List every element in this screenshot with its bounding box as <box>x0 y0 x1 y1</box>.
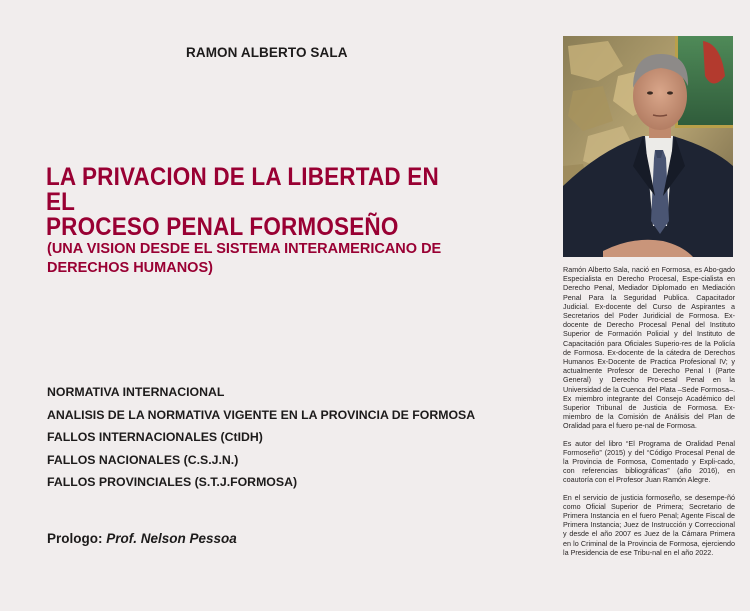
topic-item: FALLOS NACIONALES (C.S.J.N.) <box>47 452 239 467</box>
topic-item: FALLOS PROVINCIALES (S.T.J.FORMOSA) <box>47 475 298 489</box>
book-title <box>46 165 469 240</box>
topic-item: NORMATIVA INTERNACIONAL <box>47 385 225 399</box>
portrait-image <box>563 36 733 257</box>
topic-item: ANALISIS DE LA NORMATIVA VIGENTE EN LA PROVINCIA DE FORMOSA <box>47 407 476 422</box>
author-bio <box>563 265 735 565</box>
author-name: RAMON ALBERTO SALA <box>186 45 348 60</box>
prologue-author: Prof. Nelson Pessoa <box>106 531 237 546</box>
author-photo <box>563 36 733 257</box>
book-title-line-2: PROCESO PENAL FORMOSEÑO <box>46 213 399 241</box>
prologue <box>47 531 237 546</box>
topics-list <box>47 381 475 494</box>
bio-paragraph: En el servicio de justicia formoseño, se desempe-ñó como Oficial Superior de Primera; Secretario de Primera Instancia en el fuero Penal; Agente Fiscal de Primera Instancia; Juez de Instrucción y Correccional y desde el año 2007 es Juez de la Cámara Primera en lo Criminal de la Provincia de Formosa, ejerciendo la Presidencia de ese Tribu-nal en el año 2022. <box>563 492 735 557</box>
book-subtitle-line-1: (UNA VISION DESDE EL SISTEMA INTERAMERICANO DE <box>47 241 442 257</box>
book-subtitle <box>47 240 527 278</box>
book-subtitle-line-2: DERECHOS HUMANOS) <box>47 260 213 276</box>
bio-paragraph: Ramón Alberto Sala, nació en Formosa, es Abo-gado Especialista en Derecho Procesal, Espe-cialista en Derecho Penal, Mediador Diplomado en Mediación Penal Para la Seguridad Publica. Capacitador Judicial. Ex-docente del Curso de Aspirantes a Secretarios del Poder Juridicial de Formosa. Ex-docente de Derecho Procesal Penal del Instituto Superior de Formación Policial y del Instituto de Capacitación para Oficiales Superio-res de la Policía de Formosa. Ex-docente de la cátedra de Derechos Humanos Ex-Docente de Practica Profesional IV; y actualmente Profesor de Derecho Penal I (Parte General) y Derecho Pro-cesal Penal en la Universidad de la Cuenca del Plata –Sede Formosa–. Ex miembro integrante del Consejo Académico del Superior Tribunal de Justicia de Formosa. Ex- miembro de la Comisión de Análisis del Plan de Oralidad para el fuero pe-nal de Formosa. <box>563 265 735 431</box>
topic-item: FALLOS INTERNACIONALES (CtIDH) <box>47 430 263 444</box>
prologue-label: Prologo: <box>47 531 103 546</box>
book-title-line-1: LA PRIVACION DE LA LIBERTAD EN EL <box>46 163 439 216</box>
bio-paragraph: Es autor del libro “El Programa de Oralidad Penal Formoseño” (2015) y del “Código Procesal Penal de la Provincia de Formosa, Comentado y Expli-cado, con referencias bibliográficas” (año 2016), en coautoría con el Profesor Juan Ramón Alegre. <box>563 438 735 485</box>
